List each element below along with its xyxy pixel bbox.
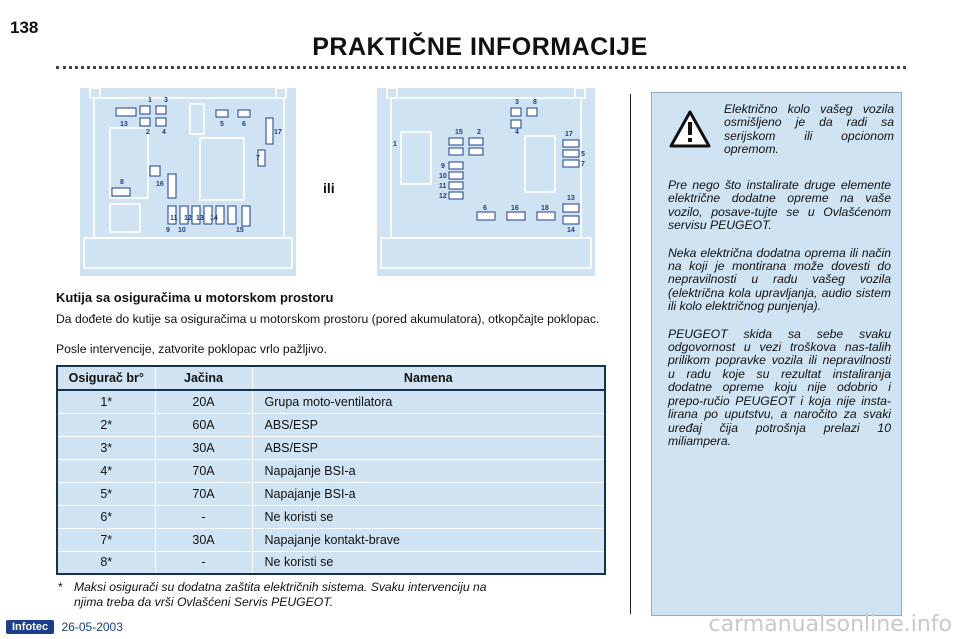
svg-text:8: 8 (120, 179, 124, 186)
svg-text:10: 10 (178, 227, 186, 234)
infotec-logo: Infotec (6, 620, 54, 634)
svg-text:3: 3 (164, 97, 168, 104)
fuse-box-diagram-left-svg (80, 88, 296, 276)
table-row (57, 505, 605, 528)
svg-text:10: 10 (439, 173, 447, 180)
intro-text: Da dođete do kutije sa osiguračima u motorskom prostoru (pored akumulatora), otkopčajte poklopac. (56, 312, 600, 326)
fuse-no: 7* (57, 528, 155, 551)
footnote-line1: Maksi osigurači su dodatna zaštita električnih sistema. Svaku intervenciju na (74, 580, 487, 594)
page-title: PRAKTIČNE INFORMACIJE (312, 33, 648, 61)
footnote-star: * (58, 580, 63, 594)
info-paragraph-3: PEUGEOT skida sa sebe svaku odgovornost u vezi troškova nas-talih prilikom popravke vozila ili nepravilnosti u radu koje su rezultat instaliranja dodatne opreme koju nije odobrio i prepo-ručio PEUGEOT i koja nije insta-lirana po uputstvu, a naročito za svaki uređaj čija potrošnja prelazi 10 miliampera. (668, 326, 891, 448)
fuse-no: 4* (57, 459, 155, 482)
svg-text:15: 15 (236, 227, 244, 234)
footer (6, 618, 123, 634)
header-fuse-no: Osigurač br° (57, 366, 155, 390)
svg-text:16: 16 (156, 181, 164, 188)
vertical-divider (630, 94, 631, 614)
footer-date: 26-05-2003 (61, 619, 123, 634)
section-heading: Kutija sa osiguračima u motorskom prostoru (56, 290, 334, 305)
fuse-rating: - (155, 505, 252, 528)
fuse-table (56, 365, 606, 575)
info-paragraph-1: Pre nego što instalirate druge elemente električne dodatne opreme na vaše vozilo, posave-tujte se u Ovlašćenom servisu PEUGEOT. (668, 178, 891, 233)
fuse-purpose: Ne koristi se (252, 551, 605, 574)
svg-text:7: 7 (256, 155, 260, 162)
page-number: 138 (10, 18, 39, 37)
fuse-no: 3* (57, 436, 155, 459)
fuse-rating: 70A (155, 482, 252, 505)
svg-text:14: 14 (567, 227, 575, 234)
svg-text:16: 16 (511, 205, 519, 212)
svg-text:2: 2 (146, 129, 150, 136)
fuse-rating: 70A (155, 459, 252, 482)
fuse-box-diagram-right (377, 88, 595, 276)
svg-text:1: 1 (393, 141, 397, 148)
header-rating: Jačina (155, 366, 252, 390)
diagram-or-connector: ili (323, 180, 335, 196)
warning-row (668, 102, 894, 165)
watermark: carmanualsonline.info (708, 612, 952, 637)
warning-icon (668, 109, 712, 149)
info-box (651, 92, 902, 616)
svg-text:12: 12 (439, 193, 447, 200)
info-paragraph-2: Neka električna dodatna oprema ili način na koji je montirana može dovesti do nepravilnosti u radu vašeg vozila (električna kola upravljanja, audio sistem ili kolo električnog punjenja). (668, 245, 891, 314)
svg-text:7: 7 (581, 161, 585, 168)
svg-text:5: 5 (220, 121, 224, 128)
svg-text:13: 13 (567, 195, 575, 202)
fuse-rating: 30A (155, 436, 252, 459)
table-row (57, 528, 605, 551)
svg-text:17: 17 (274, 129, 282, 136)
footnote (58, 580, 610, 610)
fuse-purpose: Grupa moto-ventilatora (252, 390, 605, 413)
svg-text:15: 15 (455, 129, 463, 136)
footnote-line2: njima treba da vrši Ovlašćeni Servis PEUGEOT. (74, 595, 333, 609)
table-row (57, 459, 605, 482)
svg-text:4: 4 (515, 129, 519, 136)
svg-text:2: 2 (477, 129, 481, 136)
fuse-no: 8* (57, 551, 155, 574)
fuse-no: 6* (57, 505, 155, 528)
fuse-box-diagram-left (80, 88, 296, 276)
svg-text:17: 17 (565, 131, 573, 138)
fuse-purpose: ABS/ESP (252, 413, 605, 436)
fuse-purpose: Ne koristi se (252, 505, 605, 528)
fuse-purpose: Napajanje kontakt-brave (252, 528, 605, 551)
svg-text:8: 8 (533, 99, 537, 106)
svg-text:9: 9 (441, 163, 445, 170)
fuse-rating: 60A (155, 413, 252, 436)
fuse-no: 5* (57, 482, 155, 505)
fuse-no: 2* (57, 413, 155, 436)
svg-text:6: 6 (242, 121, 246, 128)
svg-text:11: 11 (170, 215, 178, 222)
svg-text:9: 9 (166, 227, 170, 234)
fuse-no: 1* (57, 390, 155, 413)
svg-text:5: 5 (581, 151, 585, 158)
svg-text:13: 13 (196, 215, 204, 222)
svg-text:12: 12 (184, 215, 192, 222)
table-row (57, 390, 605, 413)
fuse-rating: - (155, 551, 252, 574)
after-intervention-note: Posle intervencije, zatvorite poklopac vrlo pažljivo. (56, 342, 327, 356)
fuse-purpose: Napajanje BSI-a (252, 482, 605, 505)
svg-text:11: 11 (439, 183, 447, 190)
dotted-rule (56, 66, 906, 69)
svg-text:14: 14 (210, 215, 218, 222)
table-row (57, 436, 605, 459)
table-row (57, 551, 605, 574)
table-row (57, 482, 605, 505)
warning-text: Električno kolo vašeg vozila osmišljeno je da radi sa serijskom ili opcionom opremom. (724, 102, 894, 157)
svg-text:4: 4 (162, 129, 166, 136)
svg-text:18: 18 (541, 205, 549, 212)
fuse-rating: 30A (155, 528, 252, 551)
table-row (57, 413, 605, 436)
fuse-box-diagram-right-svg (377, 88, 595, 276)
table-header-row (57, 366, 605, 390)
label: 1 (148, 97, 152, 104)
fuse-purpose: Napajanje BSI-a (252, 459, 605, 482)
fuse-purpose: ABS/ESP (252, 436, 605, 459)
header-purpose: Namena (252, 366, 605, 390)
svg-text:13: 13 (120, 121, 128, 128)
svg-text:6: 6 (483, 205, 487, 212)
fuse-rating: 20A (155, 390, 252, 413)
svg-text:3: 3 (515, 99, 519, 106)
